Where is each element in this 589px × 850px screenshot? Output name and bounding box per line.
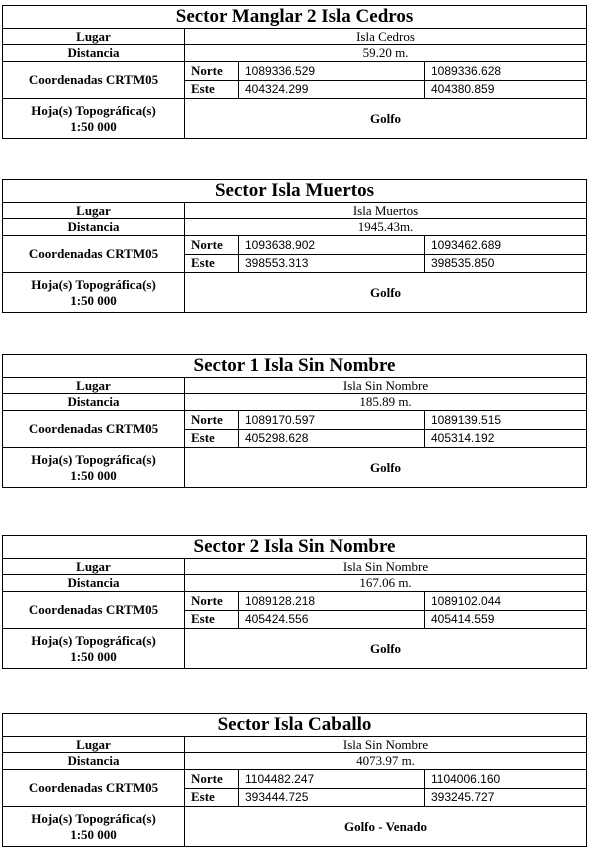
hoja-value: Golfo [369,459,402,475]
lugar-label: Lugar [3,378,185,393]
sector-table [2,713,587,847]
lugar-label: Lugar [3,737,185,752]
lugar-row [3,29,586,45]
distancia-label: Distancia [3,753,185,769]
norte-row [185,770,586,788]
hoja-value: Golfo [369,110,402,126]
distancia-row [3,45,586,62]
sector-table [2,179,587,313]
este-label: Este [185,255,239,273]
sector-title: Sector Isla Caballo [3,714,586,737]
este-label: Este [185,81,239,99]
hoja-label-line2: 1:50 000 [70,826,117,842]
sector-table [2,535,587,669]
sector-table [2,354,587,488]
coordenadas-row [3,770,586,807]
este-label: Este [185,611,239,629]
distancia-row [3,394,586,411]
coordinates-grid [185,592,586,628]
distancia-label: Distancia [3,45,185,61]
hoja-row [3,629,586,668]
lugar-row [3,203,586,219]
lugar-label: Lugar [3,29,185,44]
hoja-label [3,629,185,668]
lugar-value: Isla Cedros [356,28,415,44]
hoja-row [3,99,586,138]
norte-value-2: 1089102.044 [431,593,502,608]
este-row [185,788,586,807]
este-value-2: 404380.859 [431,82,495,97]
lugar-value: Isla Sin Nombre [342,558,429,574]
coordenadas-label: Coordenadas CRTM05 [3,592,185,628]
norte-label: Norte [185,62,239,80]
coordinates-grid [185,62,586,98]
hoja-label-line2: 1:50 000 [70,648,117,664]
hoja-value: Golfo [369,284,402,300]
lugar-row [3,737,586,753]
distancia-row [3,575,586,592]
coordenadas-row [3,411,586,448]
hoja-label-line2: 1:50 000 [70,118,117,134]
norte-label: Norte [185,592,239,610]
este-row [185,610,586,629]
coordenadas-row [3,62,586,99]
norte-row [185,592,586,610]
distancia-value: 185.89 m. [359,394,412,409]
norte-value-2: 1104006.160 [431,771,501,786]
este-row [185,429,586,448]
este-value-1: 404324.299 [239,81,425,99]
sector-title: Sector 2 Isla Sin Nombre [3,536,586,559]
hoja-row [3,807,586,846]
norte-value-1: 1093638.902 [239,236,425,254]
hoja-value: Golfo - Venado [343,818,428,834]
sector-title: Sector 1 Isla Sin Nombre [3,355,586,378]
hoja-value: Golfo [369,640,402,656]
hoja-label [3,99,185,138]
norte-row [185,62,586,80]
hoja-label [3,273,185,312]
distancia-value: 1945.43m. [357,219,414,234]
distancia-label: Distancia [3,394,185,410]
norte-row [185,411,586,429]
hoja-label [3,448,185,487]
este-value-1: 405298.628 [239,430,425,448]
este-label: Este [185,430,239,448]
norte-value-2: 1089336.628 [431,63,502,78]
este-value-2: 398535.850 [431,256,495,271]
este-value-2: 405314.192 [431,431,495,446]
norte-value-1: 1089170.597 [239,411,425,429]
este-value-1: 393444.725 [239,789,425,807]
norte-value-1: 1089336.529 [239,62,425,80]
lugar-label: Lugar [3,203,185,218]
este-row [185,80,586,99]
norte-value-1: 1089128.218 [239,592,425,610]
este-value-1: 405424.556 [239,611,425,629]
norte-label: Norte [185,411,239,429]
coordenadas-label: Coordenadas CRTM05 [3,770,185,806]
lugar-value: Isla Sin Nombre [342,736,429,752]
hoja-label-line1: Hoja(s) Topográfica(s) [31,810,156,826]
distancia-row [3,753,586,770]
este-value-1: 398553.313 [239,255,425,273]
norte-value-2: 1089139.515 [431,412,502,427]
distancia-label: Distancia [3,575,185,591]
hoja-label-line1: Hoja(s) Topográfica(s) [31,451,156,467]
hoja-label-line2: 1:50 000 [70,292,117,308]
sector-title: Sector Isla Muertos [3,180,586,203]
distancia-value: 59.20 m. [362,45,409,60]
lugar-value: Isla Sin Nombre [342,377,429,393]
hoja-label-line1: Hoja(s) Topográfica(s) [31,632,156,648]
norte-label: Norte [185,236,239,254]
sector-table [2,5,587,139]
norte-value-1: 1104482.247 [239,770,425,788]
coordinates-grid [185,411,586,447]
este-value-2: 393245.727 [431,790,495,805]
coordenadas-label: Coordenadas CRTM05 [3,411,185,447]
distancia-label: Distancia [3,219,185,235]
sector-title: Sector Manglar 2 Isla Cedros [3,6,586,29]
coordenadas-label: Coordenadas CRTM05 [3,236,185,272]
distancia-value: 167.06 m. [359,575,412,590]
coordenadas-row [3,236,586,273]
norte-label: Norte [185,770,239,788]
hoja-row [3,448,586,487]
distancia-value: 4073.97 m. [356,753,415,768]
coordinates-grid [185,770,586,806]
hoja-row [3,273,586,312]
lugar-value: Isla Muertos [352,202,419,218]
hoja-label-line1: Hoja(s) Topográfica(s) [31,276,156,292]
este-label: Este [185,789,239,807]
coordenadas-label: Coordenadas CRTM05 [3,62,185,98]
lugar-row [3,559,586,575]
este-row [185,254,586,273]
norte-row [185,236,586,254]
coordenadas-row [3,592,586,629]
coordinates-grid [185,236,586,272]
lugar-row [3,378,586,394]
hoja-label [3,807,185,846]
este-value-2: 405414.559 [431,612,495,627]
hoja-label-line2: 1:50 000 [70,467,117,483]
hoja-label-line1: Hoja(s) Topográfica(s) [31,102,156,118]
lugar-label: Lugar [3,559,185,574]
distancia-row [3,219,586,236]
norte-value-2: 1093462.689 [431,237,502,252]
